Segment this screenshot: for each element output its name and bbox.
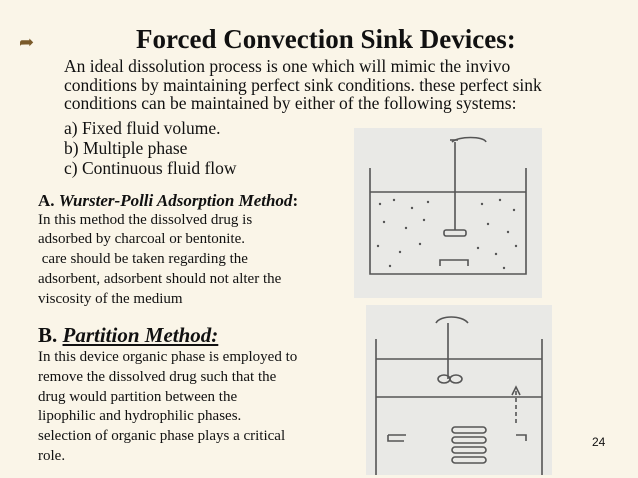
section-a-prefix: A. (38, 191, 55, 210)
intro-line: conditions can be maintained by either of the following systems: (64, 93, 517, 114)
section-b-prefix: B. (38, 323, 58, 347)
section-b-line: drug would partition between the (38, 388, 238, 405)
intro-line: conditions by maintaining perfect sink conditions. these perfect sink (64, 74, 542, 95)
partition-apparatus-drawing (366, 305, 552, 475)
section-b-line: In this device organic phase is employed to (38, 349, 298, 365)
section-b-heading (38, 322, 368, 348)
intro-line: An ideal dissolution process is one which will mimic the invivo (64, 56, 511, 76)
section-a-line: adsorbed by charcoal or bentonite. (38, 231, 246, 248)
option-multiple-phase: b) Multiple phase (64, 138, 188, 158)
section-b-line: remove the dissolved drug such that the (38, 368, 277, 385)
slide-title: Forced Convection Sink Devices: (136, 24, 516, 54)
system-options-list (64, 118, 237, 178)
adsorption-apparatus-drawing (354, 128, 542, 298)
section-b-line: selection of organic phase plays a critical (38, 428, 286, 445)
section-a-line: adsorbent, adsorbent should not alter the (38, 270, 282, 287)
section-b-title: Partition Method: (62, 323, 219, 347)
section-a-line: care should be taken regarding the (38, 251, 248, 268)
intro-paragraph (64, 57, 634, 113)
partition-apparatus-figure (366, 305, 552, 475)
curl-arrow-bullet-icon: ➦ (19, 32, 35, 53)
option-fixed-fluid-volume: a) Fixed fluid volume. (64, 118, 221, 138)
section-b (38, 322, 368, 467)
section-b-line: lipophilic and hydrophilic phases. (38, 408, 242, 425)
page-number: 24 (592, 435, 606, 449)
option-continuous-fluid-flow: c) Continuous fluid flow (64, 158, 237, 178)
section-a-colon: : (292, 191, 299, 210)
adsorption-apparatus-figure (354, 128, 542, 298)
section-b-line: role. (38, 447, 66, 464)
section-a-line: In this method the dissolved drug is (38, 211, 253, 228)
section-a-title: Wurster-Polli Adsorption Method (58, 191, 293, 210)
section-a-heading (38, 191, 358, 211)
section-a-line: viscosity of the medium (38, 290, 183, 307)
section-a (38, 191, 358, 309)
